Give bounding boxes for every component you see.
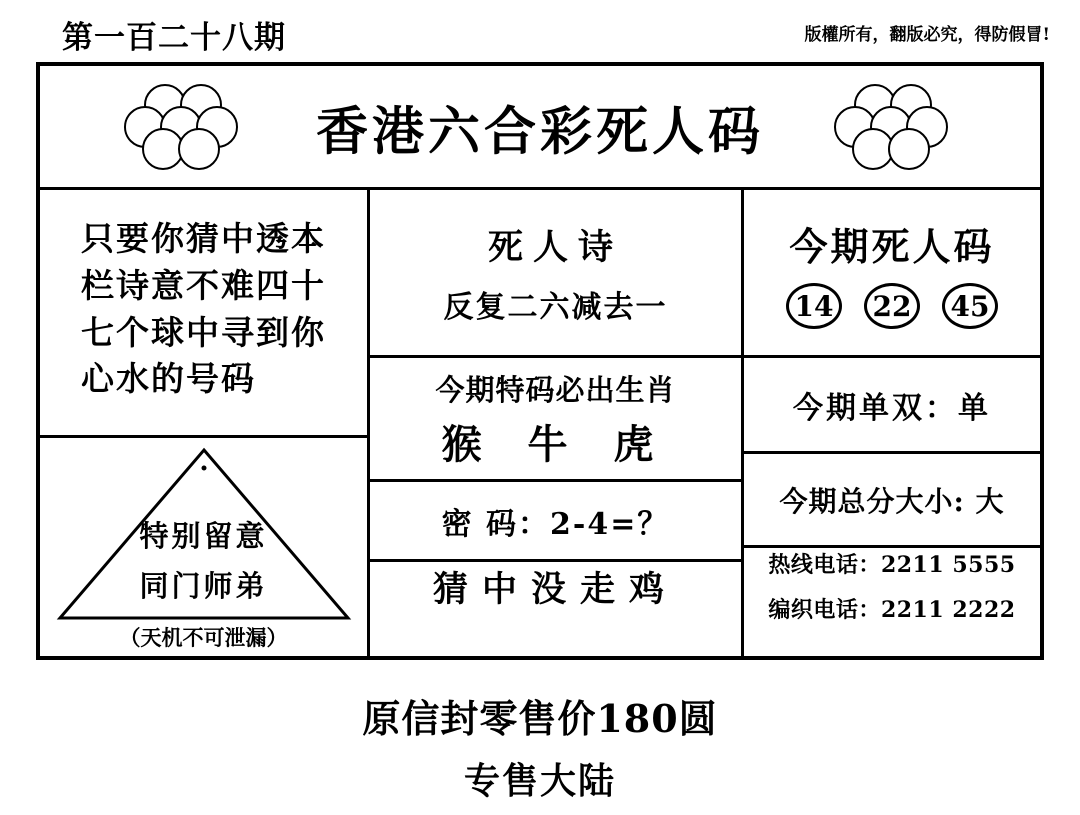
winning-number-1: 14 [786,283,842,329]
title-band [40,66,1040,190]
price-line: 原信封零售价180圆 [362,696,718,741]
poem-line-1: 只要你猜中透本 [81,218,326,258]
hotline-value: 2211 5555 [880,552,1016,578]
weave-label: 编织电话： [768,597,881,623]
body-columns [40,190,1040,656]
winning-numbers-list [786,283,998,329]
slogan-text: 猜中没走鸡 [432,569,678,610]
notice-footnote: （天机不可泄漏） [119,625,288,650]
notice-line-1: 特别留意 [139,519,268,553]
winning-number-3: 45 [942,283,998,329]
poem-line-3: 七个球中寻到你 [81,312,326,352]
winning-numbers-heading: 今期死人码 [789,224,995,269]
middle-column [370,190,744,656]
page-title: 香港六合彩死人码 [315,101,764,162]
poem-line-2: 栏诗意不难四十 [81,265,326,305]
slogan-block [370,562,741,612]
lottery-balls-right-decoration [818,84,970,170]
issue-number: 第一百二十八期 [62,20,286,56]
poem-line-4: 心水的号码 [81,359,256,399]
main-frame [36,62,1044,660]
death-poem-block [370,190,741,358]
hotline-row [768,548,1015,579]
sale-region-line: 专售大陆 [463,760,616,802]
notice-line-2: 同门师弟 [139,569,268,603]
zodiac-values: 猴 牛 虎 [441,420,670,468]
poem-block [40,190,367,438]
zodiac-block [370,358,741,482]
right-column [744,190,1040,656]
size-block [744,454,1040,548]
size-text: 今期总分大小: 大 [779,484,1005,518]
zodiac-heading: 今期特码必出生肖 [435,372,676,407]
weave-value: 2211 2222 [880,597,1016,623]
hotline-label: 热线电话： [768,552,881,578]
secret-code-block [370,482,741,562]
copyright-notice: 版權所有，翻版必究，得防假冒! [804,25,1050,45]
weave-row [768,593,1015,624]
secret-code-label: 密 码：2-4=？ [441,506,670,542]
left-column [40,190,370,656]
death-poem-title: 死人诗 [487,226,623,268]
odd-even-text: 今期单双：单 [793,390,991,426]
winning-numbers-block [744,190,1040,358]
death-poem-text: 反复二六减去一 [443,289,668,325]
special-notice-block [40,438,367,656]
contact-block [744,548,1040,624]
footer [0,688,1080,804]
winning-number-2: 22 [864,283,920,329]
odd-even-block [744,358,1040,454]
